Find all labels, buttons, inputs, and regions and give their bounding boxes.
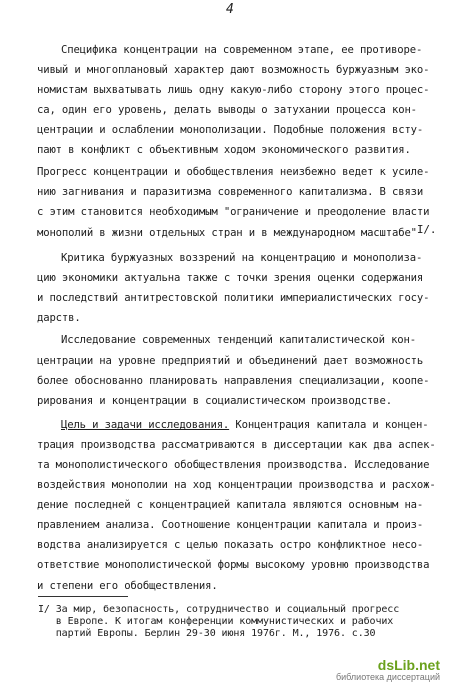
text-line <box>37 166 429 179</box>
watermark-caption: библиотека диссертаций <box>335 672 440 682</box>
line-text: воздействия монополии на ход концентрации производства и расхож- <box>37 479 436 491</box>
page-number: 4 <box>226 2 234 17</box>
text-line <box>37 64 429 77</box>
line-text: Прогресс концентрации и обобществления неизбежно ведет к усиле- <box>37 166 430 178</box>
line-text: центрации на уровне предприятий и объединений дает возможность <box>37 355 424 367</box>
line-continuation: Концентрация капитала и концен- <box>229 419 429 431</box>
text-line <box>37 312 81 325</box>
text-line <box>37 459 429 472</box>
text-line <box>37 559 429 572</box>
watermark <box>336 657 440 682</box>
line-text: монополий в жизни отдельных стран и в международном масштабе" <box>37 227 417 239</box>
line-text: пают в конфликт с объективным ходом экономического развития. <box>37 144 411 156</box>
text-line <box>61 252 422 265</box>
line-text: с этим становится необходимым "ограничение и преодоление власти <box>37 206 430 218</box>
line-text: и степени его обобществления. <box>37 580 218 592</box>
line-text: Исследование современных тенденций капиталистической кон- <box>61 334 416 346</box>
line-text: дение последней с концентрацией капитала являются основным на- <box>37 499 424 511</box>
text-line <box>37 272 423 285</box>
text-line <box>61 334 416 347</box>
watermark-domain: dsLib.net <box>377 657 440 673</box>
text-line <box>37 395 392 408</box>
line-text: центрации и ослаблении монополизации. Подобные положения всту- <box>37 124 424 136</box>
footnote-line: I/ За мир, безопасность, сотрудничество и социальный прогресс <box>38 604 400 615</box>
line-text: водства анализируется с целью показать остро конфликтное несо- <box>37 539 424 551</box>
line-text: ответствие монополистической формы высокому уровню производства <box>37 559 430 571</box>
text-line <box>37 375 429 388</box>
footnote-line: в Европе. К итогам конференции коммунистических и рабочих <box>38 616 394 627</box>
text-line <box>61 419 428 432</box>
section-heading: Цель и задачи исследования. <box>61 419 230 431</box>
text-line <box>37 539 423 552</box>
footnote-line: партий Европы. Берлин 29-30 июня 1976г. М., 1976. с.30 <box>38 628 376 639</box>
text-line <box>61 44 422 57</box>
text-line <box>37 292 429 305</box>
line-text: и последствий антитрестовской политики империалистических госу- <box>37 292 430 304</box>
text-line <box>37 439 436 452</box>
line-text: нию загнивания и паразитизма современного капитализма. В связи <box>37 186 424 198</box>
text-line <box>37 186 423 199</box>
line-text: номистам выхватывать лишь одну какую-либо сторону этого процес- <box>37 84 430 96</box>
line-text: дарств. <box>37 312 81 324</box>
text-line <box>37 499 423 512</box>
line-text: Критика буржуазных воззрений на концентрацию и монополиза- <box>61 252 423 264</box>
text-line <box>37 144 411 157</box>
line-text: цию экономики актуальна также с точки зрения оценки содержания <box>37 272 424 284</box>
text-line <box>37 206 429 219</box>
footnote-separator <box>38 596 128 597</box>
line-text: чивый и многоплановый характер дают возможность буржуазным эко- <box>37 64 430 76</box>
text-line <box>37 104 417 117</box>
line-text: са, один его уровень, делать выводы о затухании процесса кон- <box>37 104 417 116</box>
text-line <box>37 519 423 532</box>
text-line <box>37 223 437 240</box>
line-text: рирования и концентрации в социалистическом производстве. <box>37 395 392 407</box>
line-text: более обоснованно планировать направления специализации, коопе- <box>37 375 430 387</box>
line-text: Специфика концентрации на современном этапе, ее противоре- <box>61 44 423 56</box>
line-text: та монополистического обобществления производства. Исследование <box>37 459 430 471</box>
line-text: правлением анализа. Соотношение концентрации капитала и произ- <box>37 519 424 531</box>
line-text: трация производства рассматриваются в диссертации как два аспек- <box>37 439 436 451</box>
text-line <box>37 580 218 593</box>
text-line <box>37 124 423 137</box>
text-line <box>37 355 423 368</box>
footnote-marker: I/. <box>416 223 437 236</box>
text-line <box>37 479 436 492</box>
text-line <box>37 84 429 97</box>
